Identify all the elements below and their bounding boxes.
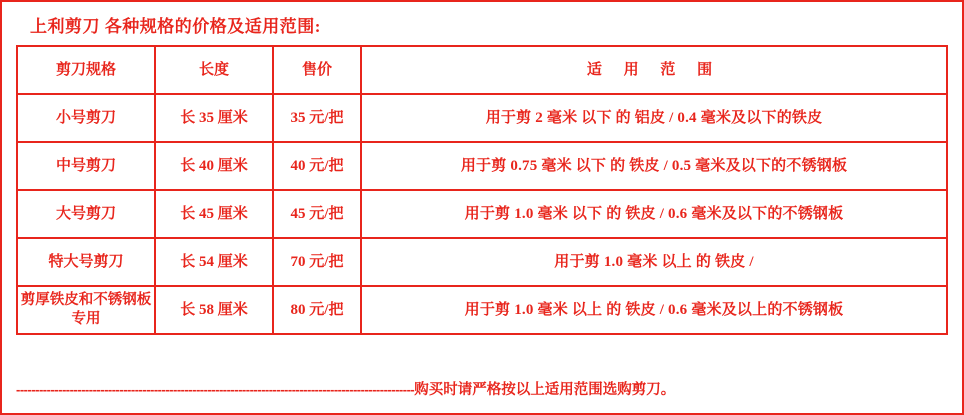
table-row bbox=[17, 142, 947, 190]
column-header-spec: 剪刀规格 bbox=[17, 46, 155, 94]
column-header-usage: 适 用 范 围 bbox=[361, 46, 947, 94]
table-row bbox=[17, 190, 947, 238]
cell-price: 80 元/把 bbox=[273, 286, 361, 334]
page-title: 上利剪刀 各种规格的价格及适用范围: bbox=[30, 17, 321, 36]
cell-spec: 大号剪刀 bbox=[17, 190, 155, 238]
cell-spec: 小号剪刀 bbox=[17, 94, 155, 142]
footer-note: 购买时请严格按以上适用范围选购剪刀。 bbox=[414, 382, 676, 398]
cell-usage: 用于剪 2 毫米 以下 的 铝皮 / 0.4 毫米及以下的铁皮 bbox=[361, 94, 947, 142]
column-header-price: 售价 bbox=[273, 46, 361, 94]
cell-usage: 用于剪 1.0 毫米 以上 的 铁皮 / bbox=[361, 238, 947, 286]
cell-usage: 用于剪 1.0 毫米 以下 的 铁皮 / 0.6 毫米及以下的不锈钢板 bbox=[361, 190, 947, 238]
table-row bbox=[17, 286, 947, 334]
scissors-spec-table bbox=[16, 45, 948, 335]
cell-spec: 特大号剪刀 bbox=[17, 238, 155, 286]
table-row bbox=[17, 94, 947, 142]
cell-price: 40 元/把 bbox=[273, 142, 361, 190]
cell-price: 35 元/把 bbox=[273, 94, 361, 142]
cell-length: 长 40 厘米 bbox=[155, 142, 273, 190]
cell-spec: 中号剪刀 bbox=[17, 142, 155, 190]
cell-length: 长 45 厘米 bbox=[155, 190, 273, 238]
cell-usage: 用于剪 1.0 毫米 以上 的 铁皮 / 0.6 毫米及以上的不锈钢板 bbox=[361, 286, 947, 334]
cell-length: 长 54 厘米 bbox=[155, 238, 273, 286]
cell-length: 长 35 厘米 bbox=[155, 94, 273, 142]
table-row bbox=[17, 238, 947, 286]
cell-length: 长 58 厘米 bbox=[155, 286, 273, 334]
footer bbox=[16, 378, 948, 399]
cell-price: 45 元/把 bbox=[273, 190, 361, 238]
cell-usage: 用于剪 0.75 毫米 以下 的 铁皮 / 0.5 毫米及以下的不锈钢板 bbox=[361, 142, 947, 190]
column-header-length: 长度 bbox=[155, 46, 273, 94]
footer-divider: -------------------------------------------------------------------------------------------------------- bbox=[16, 382, 415, 397]
table-header bbox=[17, 46, 947, 94]
table-header-row bbox=[17, 46, 947, 94]
cell-spec: 剪厚铁皮和不锈钢板专用 bbox=[17, 286, 155, 334]
table-body bbox=[17, 94, 947, 334]
cell-price: 70 元/把 bbox=[273, 238, 361, 286]
